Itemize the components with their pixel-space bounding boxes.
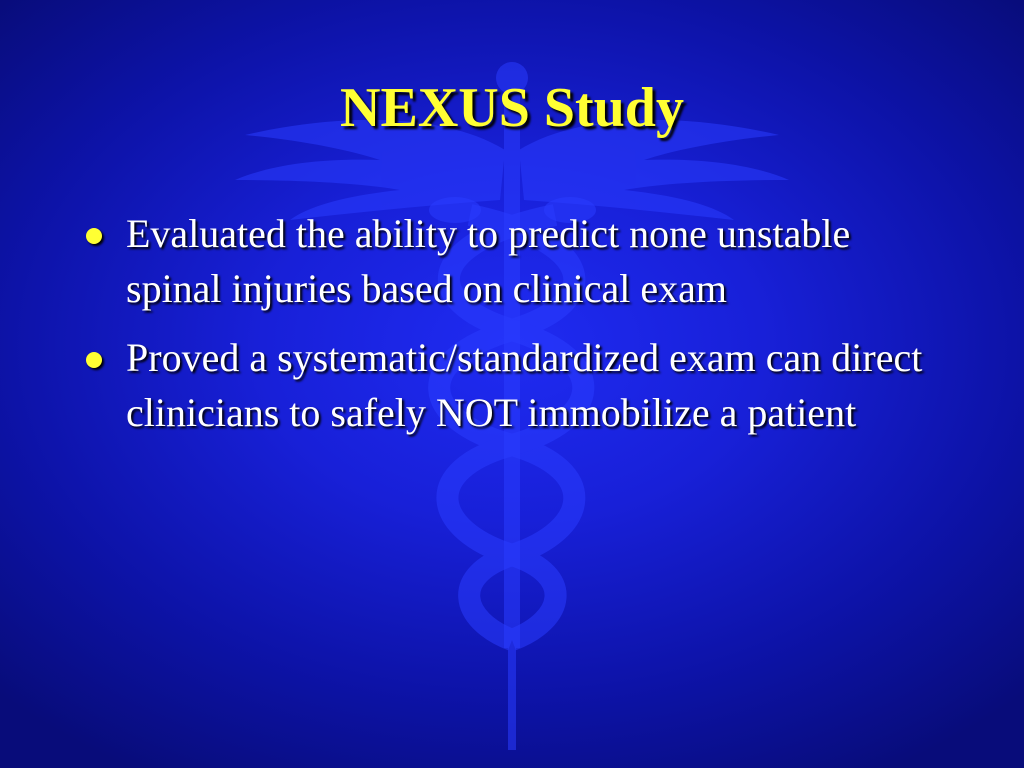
bullet-list: [86, 206, 946, 454]
list-item: [86, 206, 946, 316]
slide-title: NEXUS Study: [340, 77, 684, 139]
list-item: [86, 330, 946, 440]
bullet-text: Evaluated the ability to predict none unstable spinal injuries based on clinical exam: [126, 211, 851, 311]
bullet-text: Proved a systematic/standardized exam can direct clinicians to safely NOT immobilize a patient: [126, 335, 923, 435]
bullet-dot-icon: [86, 228, 102, 244]
bullet-dot-icon: [86, 352, 102, 368]
